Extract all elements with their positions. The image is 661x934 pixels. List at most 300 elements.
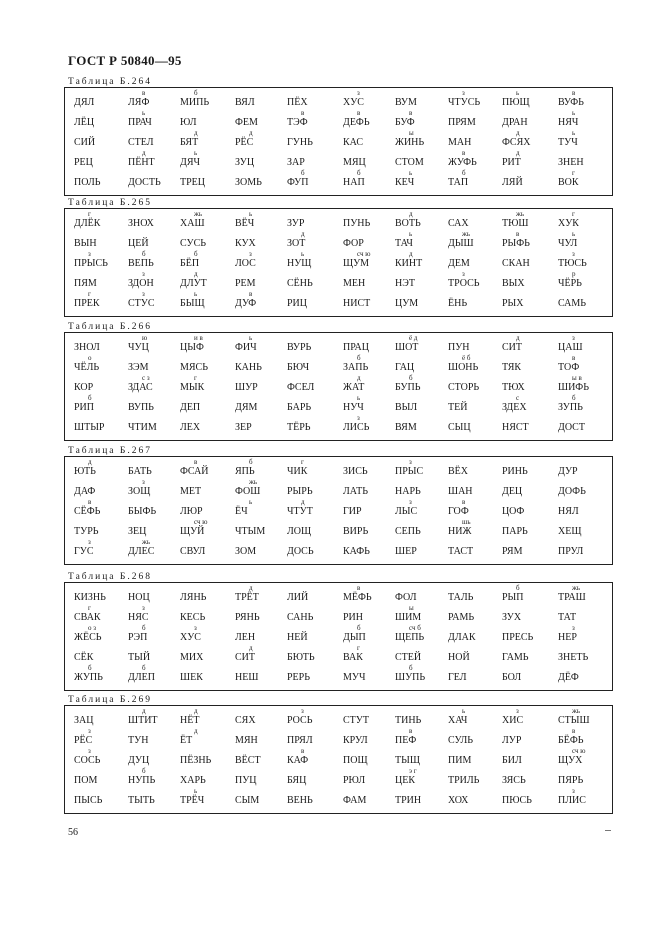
- table-cell: [343, 728, 401, 746]
- cell-word: СВАК: [74, 612, 101, 623]
- table-cell: [502, 788, 560, 806]
- table-cell: [180, 355, 238, 373]
- cell-word: ШЕК: [180, 672, 203, 683]
- table-cell: [74, 335, 132, 353]
- cell-word: ЗЕЦ: [128, 526, 147, 537]
- cell-word: ЗАР: [287, 157, 305, 168]
- cell-word: ДЫП: [343, 632, 366, 643]
- cell-annotation: ь: [194, 149, 198, 157]
- cell-annotation: б: [357, 354, 361, 362]
- cell-annotation: з: [142, 290, 145, 298]
- cell-word: ФИЧ: [235, 342, 257, 353]
- cell-word: ПАРЬ: [502, 526, 528, 537]
- table-cell: [128, 645, 186, 663]
- cell-word: ЛУР: [502, 735, 522, 746]
- table-cell: [343, 271, 401, 289]
- table-cell: [502, 130, 560, 148]
- cell-word: ЗЯСЬ: [502, 775, 526, 786]
- table-cell: [448, 150, 506, 168]
- table-caption: Таблица Б.264: [68, 77, 152, 87]
- table-cell: [395, 110, 453, 128]
- cell-annotation: з: [409, 498, 412, 506]
- cell-annotation: в: [301, 747, 305, 755]
- syllable-table: [64, 332, 613, 441]
- table-cell: [448, 728, 506, 746]
- table-caption: Таблица Б.266: [68, 322, 152, 332]
- table-cell: [180, 415, 238, 433]
- table-cell: [502, 605, 560, 623]
- table-cell: [343, 625, 401, 643]
- cell-word: ХУС: [180, 632, 201, 643]
- cell-word: ДРАН: [502, 117, 528, 128]
- cell-word: ФОШ: [235, 486, 261, 497]
- table-cell: [343, 788, 401, 806]
- cell-word: ЗДОН: [128, 278, 154, 289]
- table-cell: [395, 585, 453, 603]
- cell-word: ТРЁТ: [235, 592, 259, 603]
- cell-annotation: жь: [572, 584, 581, 592]
- table-cell: [74, 90, 132, 108]
- cell-word: ЗНЕН: [558, 157, 584, 168]
- cell-word: СОСЬ: [74, 755, 101, 766]
- cell-annotation: о з: [88, 624, 97, 632]
- table-cell: [235, 90, 293, 108]
- table-cell: [287, 130, 345, 148]
- cell-word: ЦЫФ: [180, 342, 204, 353]
- table-cell: [502, 211, 560, 229]
- table-cell: [287, 90, 345, 108]
- cell-annotation: о: [88, 354, 92, 362]
- cell-word: ДУЦ: [128, 755, 150, 766]
- cell-word: ТОФ: [558, 362, 580, 373]
- cell-word: ПЯМ: [74, 278, 97, 289]
- table-cell: [287, 395, 345, 413]
- cell-annotation: в: [88, 498, 92, 506]
- cell-annotation: г: [88, 290, 91, 298]
- table-cell: [395, 211, 453, 229]
- cell-word: ТЭФ: [287, 117, 308, 128]
- table-cell: [180, 768, 238, 786]
- cell-word: НЯС: [128, 612, 149, 623]
- cell-word: МАН: [448, 137, 472, 148]
- table-cell: [502, 748, 560, 766]
- cell-annotation: ю: [142, 334, 148, 342]
- table-cell: [343, 605, 401, 623]
- table-cell: [74, 110, 132, 128]
- cell-word: ПЕФ: [395, 735, 417, 746]
- cell-word: ГОФ: [448, 506, 469, 517]
- cell-word: БАРЬ: [287, 402, 312, 413]
- cell-word: ТЮХ: [502, 382, 525, 393]
- table-cell: [448, 479, 506, 497]
- cell-word: ТАЧ: [395, 238, 413, 249]
- cell-word: ДОСЬ: [287, 546, 314, 557]
- table-cell: [128, 788, 186, 806]
- cell-annotation: з: [516, 707, 519, 715]
- table-cell: [180, 788, 238, 806]
- cell-word: ПРАЦ: [343, 342, 369, 353]
- cell-word: СТЫШ: [558, 715, 590, 726]
- table-cell: [235, 251, 293, 269]
- table-cell: [558, 395, 616, 413]
- cell-word: БЫФЬ: [128, 506, 157, 517]
- cell-annotation: ь: [572, 230, 576, 238]
- cell-word: ГУС: [74, 546, 94, 557]
- table-cell: [128, 211, 186, 229]
- cell-word: СЯХ: [235, 715, 256, 726]
- table-cell: [128, 170, 186, 188]
- table-cell: [343, 375, 401, 393]
- cell-word: ЁТ: [180, 735, 193, 746]
- cell-word: ГАМЬ: [502, 652, 529, 663]
- table-cell: [128, 585, 186, 603]
- cell-word: ЗУЦ: [235, 157, 255, 168]
- cell-word: МЕТ: [180, 486, 202, 497]
- table-cell: [235, 748, 293, 766]
- cell-word: ВЫЛ: [395, 402, 418, 413]
- table-cell: [287, 231, 345, 249]
- table-cell: [448, 355, 506, 373]
- table-cell: [502, 768, 560, 786]
- cell-word: СЁФЬ: [74, 506, 101, 517]
- table-cell: [235, 479, 293, 497]
- table-cell: [395, 170, 453, 188]
- table-cell: [395, 519, 453, 537]
- cell-annotation: з: [88, 727, 91, 735]
- cell-annotation: ь: [249, 334, 253, 342]
- table-cell: [343, 110, 401, 128]
- cell-word: ЛЯНЬ: [180, 592, 207, 603]
- table-cell: [180, 605, 238, 623]
- cell-word: ЗОМЬ: [235, 177, 262, 188]
- cell-annotation: ь: [194, 787, 198, 795]
- table-cell: [287, 728, 345, 746]
- cell-annotation: д: [357, 374, 361, 382]
- cell-word: ДЕФЬ: [343, 117, 370, 128]
- table-cell: [235, 211, 293, 229]
- table-cell: [343, 415, 401, 433]
- table-cell: [235, 605, 293, 623]
- cell-annotation: г: [357, 644, 360, 652]
- cell-word: ГАЦ: [395, 362, 415, 373]
- table-cell: [502, 395, 560, 413]
- cell-word: ДОСТ: [558, 422, 585, 433]
- cell-word: ЧИК: [287, 466, 308, 477]
- cell-word: ЛЯЙ: [502, 177, 523, 188]
- table-cell: [558, 150, 616, 168]
- cell-word: НОЙ: [448, 652, 470, 663]
- cell-word: РИП: [74, 402, 95, 413]
- table-cell: [74, 708, 132, 726]
- cell-annotation: з: [409, 458, 412, 466]
- table-cell: [128, 605, 186, 623]
- cell-word: СЕПЬ: [395, 526, 421, 537]
- table-cell: [74, 479, 132, 497]
- table-cell: [448, 519, 506, 537]
- cell-word: ЧТУСЬ: [448, 97, 481, 108]
- cell-word: СИЙ: [74, 137, 96, 148]
- cell-annotation: д: [409, 210, 413, 218]
- cell-annotation: б: [142, 250, 146, 258]
- cell-word: МЁФЬ: [343, 592, 372, 603]
- cell-word: ПРЕК: [74, 298, 100, 309]
- cell-word: ВЯМ: [395, 422, 417, 433]
- cell-word: ТРИН: [395, 795, 422, 806]
- table-cell: [74, 150, 132, 168]
- cell-word: ЖУПЬ: [74, 672, 103, 683]
- cell-word: ЖАТ: [343, 382, 365, 393]
- cell-word: ЗЭМ: [128, 362, 149, 373]
- cell-word: ЩУХ: [558, 755, 583, 766]
- cell-word: ЗЕР: [235, 422, 252, 433]
- table-cell: [235, 355, 293, 373]
- table-cell: [448, 415, 506, 433]
- cell-word: ЗДАС: [128, 382, 153, 393]
- table-cell: [343, 499, 401, 517]
- cell-word: ЗАПЬ: [343, 362, 369, 373]
- table-cell: [235, 625, 293, 643]
- table-cell: [128, 251, 186, 269]
- table-cell: [287, 499, 345, 517]
- cell-word: МЫК: [180, 382, 205, 393]
- table-cell: [287, 479, 345, 497]
- cell-annotation: в: [409, 727, 413, 735]
- cell-annotation: б: [88, 664, 92, 672]
- table-cell: [235, 459, 293, 477]
- table-cell: [395, 539, 453, 557]
- cell-annotation: ь: [249, 498, 253, 506]
- cell-word: ПЮСЬ: [502, 795, 532, 806]
- table-cell: [558, 375, 616, 393]
- cell-annotation: г: [572, 210, 575, 218]
- table-cell: [74, 355, 132, 373]
- table-cell: [74, 271, 132, 289]
- cell-annotation: в: [572, 354, 576, 362]
- cell-word: ДЕЦ: [502, 486, 523, 497]
- cell-annotation: д: [194, 727, 198, 735]
- cell-word: НУЧ: [343, 402, 364, 413]
- cell-word: ЦЕК: [395, 775, 415, 786]
- table-cell: [287, 170, 345, 188]
- cell-word: ДОСТЬ: [128, 177, 161, 188]
- cell-word: ЧЁРЬ: [558, 278, 582, 289]
- table-cell: [343, 585, 401, 603]
- table-cell: [448, 665, 506, 683]
- table-cell: [502, 150, 560, 168]
- cell-word: КАФ: [287, 755, 309, 766]
- table-cell: [235, 708, 293, 726]
- cell-word: РАМЬ: [448, 612, 475, 623]
- cell-word: ПРЕСЬ: [502, 632, 534, 643]
- cell-word: РЭП: [128, 632, 148, 643]
- cell-word: ЗАЦ: [74, 715, 94, 726]
- table-cell: [74, 459, 132, 477]
- cell-word: ДЛУТ: [180, 278, 207, 289]
- table-cell: [74, 645, 132, 663]
- table-cell: [128, 150, 186, 168]
- syllable-table: [64, 582, 613, 691]
- cell-annotation: в: [462, 149, 466, 157]
- table-cell: [395, 748, 453, 766]
- cell-word: МЕН: [343, 278, 366, 289]
- cell-word: ЁЧ: [235, 506, 248, 517]
- cell-word: СЫМ: [235, 795, 260, 806]
- cell-word: ДОФЬ: [558, 486, 586, 497]
- cell-annotation: г: [194, 374, 197, 382]
- table-cell: [558, 768, 616, 786]
- cell-word: ГЕЛ: [448, 672, 467, 683]
- cell-word: ГИР: [343, 506, 362, 517]
- cell-word: ЗОМ: [235, 546, 257, 557]
- cell-word: КРУЛ: [343, 735, 368, 746]
- table-cell: [128, 355, 186, 373]
- cell-word: ТРЁЧ: [180, 795, 205, 806]
- cell-word: НЯЛ: [558, 506, 579, 517]
- table-cell: [395, 150, 453, 168]
- cell-word: ВУМ: [395, 97, 417, 108]
- cell-word: ТУН: [128, 735, 149, 746]
- cell-annotation: ё б: [462, 354, 471, 362]
- cell-word: ВЯЛ: [235, 97, 255, 108]
- table-cell: [395, 768, 453, 786]
- cell-annotation: б: [357, 169, 361, 177]
- table-cell: [395, 90, 453, 108]
- cell-word: БИЛ: [502, 755, 522, 766]
- cell-annotation: э г: [409, 767, 417, 775]
- cell-annotation: ь: [301, 250, 305, 258]
- table-cell: [395, 395, 453, 413]
- cell-annotation: б: [301, 169, 305, 177]
- cell-word: ЛЕН: [235, 632, 256, 643]
- cell-annotation: с з: [142, 374, 150, 382]
- table-cell: [502, 519, 560, 537]
- cell-word: ЖИНЬ: [395, 137, 425, 148]
- cell-word: ЧЁЛЬ: [74, 362, 100, 373]
- cell-annotation: ы: [409, 129, 414, 137]
- cell-annotation: в: [462, 498, 466, 506]
- cell-annotation: р: [572, 270, 576, 278]
- cell-word: НАРЬ: [395, 486, 421, 497]
- cell-word: ПЮЩ: [502, 97, 530, 108]
- cell-word: ТЯК: [502, 362, 522, 373]
- table-cell: [448, 251, 506, 269]
- table-cell: [180, 170, 238, 188]
- table-cell: [558, 625, 616, 643]
- cell-word: ДУР: [558, 466, 578, 477]
- cell-word: ТРАШ: [558, 592, 586, 603]
- cell-word: ЗУХ: [502, 612, 522, 623]
- table-cell: [128, 708, 186, 726]
- cell-annotation: б: [194, 89, 198, 97]
- cell-word: ПРУЛ: [558, 546, 584, 557]
- table-cell: [287, 625, 345, 643]
- cell-word: ЦУМ: [395, 298, 419, 309]
- cell-word: ХЕЩ: [558, 526, 582, 537]
- cell-annotation: ь: [572, 129, 576, 137]
- cell-word: ВЁХ: [448, 466, 468, 477]
- cell-annotation: г: [88, 210, 91, 218]
- table-cell: [502, 459, 560, 477]
- cell-word: РИТ: [502, 157, 521, 168]
- cell-word: ШЕР: [395, 546, 417, 557]
- cell-annotation: б: [142, 767, 146, 775]
- table-cell: [180, 479, 238, 497]
- table-cell: [287, 645, 345, 663]
- cell-word: ПЁЗНЬ: [180, 755, 212, 766]
- cell-word: САМЬ: [558, 298, 587, 309]
- cell-word: ВЕНЬ: [287, 795, 313, 806]
- table-cell: [343, 150, 401, 168]
- cell-word: СТОМ: [395, 157, 424, 168]
- cell-word: БЮЧ: [287, 362, 310, 373]
- table-cell: [287, 335, 345, 353]
- table-cell: [180, 271, 238, 289]
- table-cell: [343, 539, 401, 557]
- cell-word: МИХ: [180, 652, 204, 663]
- cell-annotation: д: [249, 584, 253, 592]
- cell-word: ДЛАК: [448, 632, 476, 643]
- cell-annotation: д: [516, 149, 520, 157]
- table-cell: [235, 150, 293, 168]
- table-cell: [74, 728, 132, 746]
- table-cell: [74, 748, 132, 766]
- table-cell: [235, 539, 293, 557]
- cell-word: ДЛЁК: [74, 218, 101, 229]
- cell-annotation: ы: [409, 604, 414, 612]
- cell-word: ШТЫР: [74, 422, 105, 433]
- table-cell: [235, 335, 293, 353]
- table-cell: [287, 605, 345, 623]
- table-cell: [128, 748, 186, 766]
- table-cell: [558, 645, 616, 663]
- table-cell: [448, 605, 506, 623]
- cell-annotation: з: [88, 250, 91, 258]
- cell-annotation: в: [409, 109, 413, 117]
- cell-word: ХУС: [343, 97, 364, 108]
- table-cell: [395, 415, 453, 433]
- cell-word: РЫФЬ: [502, 238, 530, 249]
- cell-annotation: д: [409, 250, 413, 258]
- cell-word: ШОНЬ: [448, 362, 479, 373]
- cell-annotation: г: [88, 604, 91, 612]
- cell-annotation: жь: [516, 210, 525, 218]
- table-cell: [558, 355, 616, 373]
- cell-word: ДЫШ: [448, 238, 474, 249]
- table-cell: [128, 395, 186, 413]
- cell-word: ЛЫС: [395, 506, 418, 517]
- cell-annotation: д: [249, 129, 253, 137]
- cell-annotation: г: [301, 458, 304, 466]
- cell-word: ТЮСЬ: [558, 258, 587, 269]
- table-cell: [235, 231, 293, 249]
- table-cell: [74, 519, 132, 537]
- cell-word: СЫЦ: [448, 422, 471, 433]
- table-cell: [558, 170, 616, 188]
- table-cell: [502, 625, 560, 643]
- table-cell: [343, 519, 401, 537]
- table-cell: [180, 395, 238, 413]
- cell-annotation: жь: [572, 707, 581, 715]
- cell-word: ВУФЬ: [558, 97, 584, 108]
- cell-annotation: д: [142, 149, 146, 157]
- table-cell: [395, 231, 453, 249]
- table-cell: [448, 170, 506, 188]
- cell-word: МУЧ: [343, 672, 366, 683]
- table-cell: [343, 708, 401, 726]
- table-cell: [128, 415, 186, 433]
- table-cell: [128, 625, 186, 643]
- table-caption: Таблица Б.267: [68, 446, 152, 456]
